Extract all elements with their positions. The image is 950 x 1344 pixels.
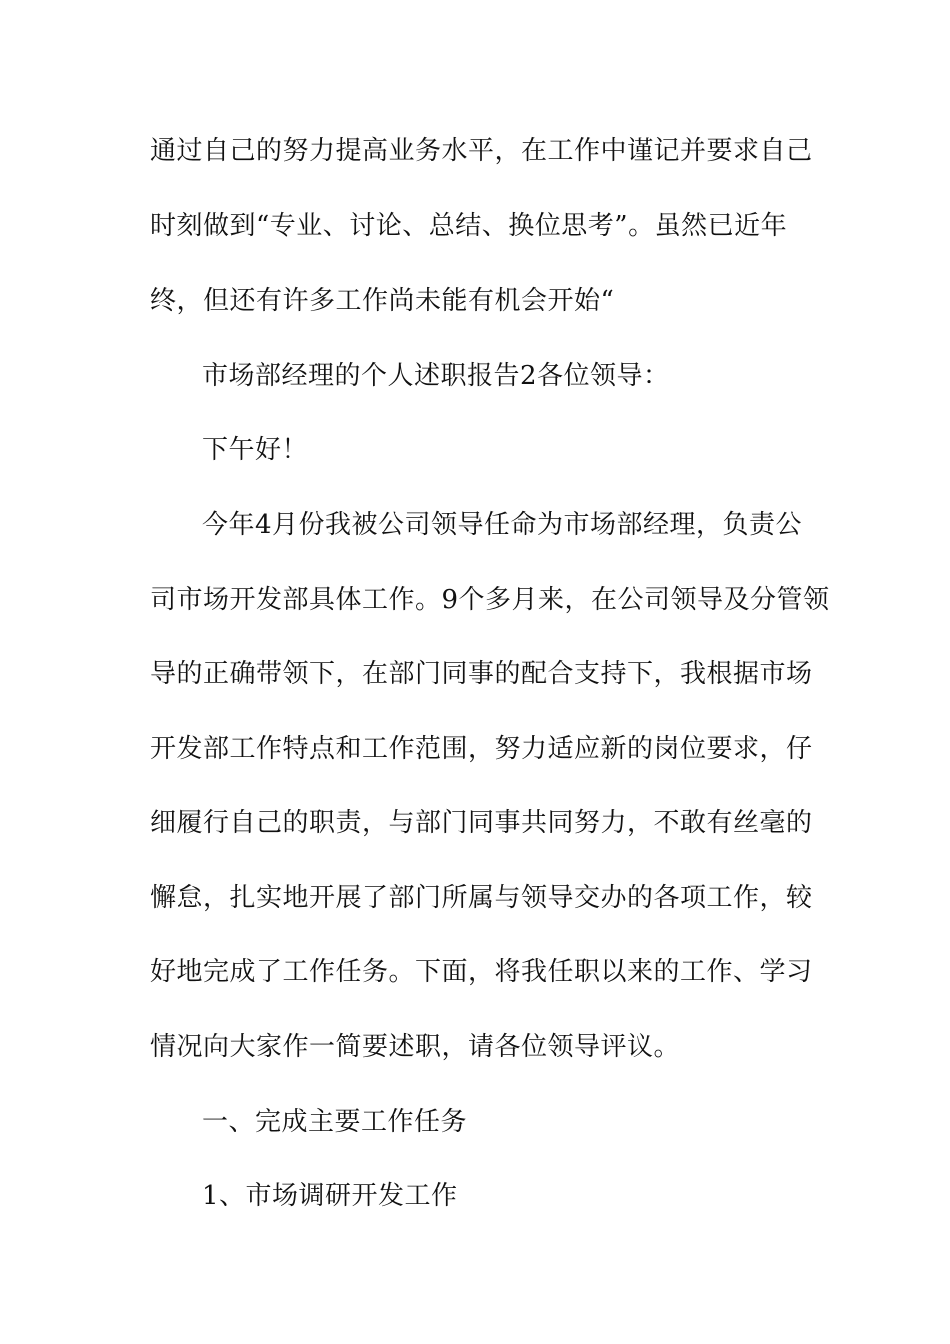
report-heading-line: 市场部经理的个人述职报告2各位领导： bbox=[202, 361, 670, 391]
text-line-11: 懈怠，扎实地开展了部门所属与领导交办的各项工作，较 bbox=[150, 883, 813, 913]
text-line-13: 情况向大家作一简要述职，请各位领导评议。 bbox=[150, 1032, 681, 1062]
text-line-9: 开发部工作特点和工作范围，努力适应新的岗位要求，仔 bbox=[150, 734, 813, 764]
text-line-10: 细履行自己的职责，与部门同事共同努力，不敢有丝毫的 bbox=[150, 808, 813, 838]
text-line-12: 好地完成了工作任务。下面，将我任职以来的工作、学习 bbox=[150, 957, 813, 987]
text-line-8: 导的正确带领下，在部门同事的配合支持下，我根据市场 bbox=[150, 659, 813, 689]
subsection-heading-1: 1、市场调研开发工作 bbox=[202, 1181, 458, 1211]
text-line-3: 终，但还有许多工作尚未能有机会开始“ bbox=[150, 286, 615, 316]
text-line-7: 司市场开发部具体工作。9个多月来，在公司领导及分管领 bbox=[150, 585, 830, 615]
text-line-2: 时刻做到“专业、讨论、总结、换位思考”。虽然已近年 bbox=[150, 211, 788, 241]
text-line-1: 通过自己的努力提高业务水平，在工作中谨记并要求自己 bbox=[150, 136, 813, 166]
greeting-line: 下午好！ bbox=[202, 435, 309, 465]
section-heading-1: 一、完成主要工作任务 bbox=[202, 1107, 468, 1137]
text-line-6: 今年4月份我被公司领导任命为市场部经理，负责公 bbox=[202, 510, 803, 540]
